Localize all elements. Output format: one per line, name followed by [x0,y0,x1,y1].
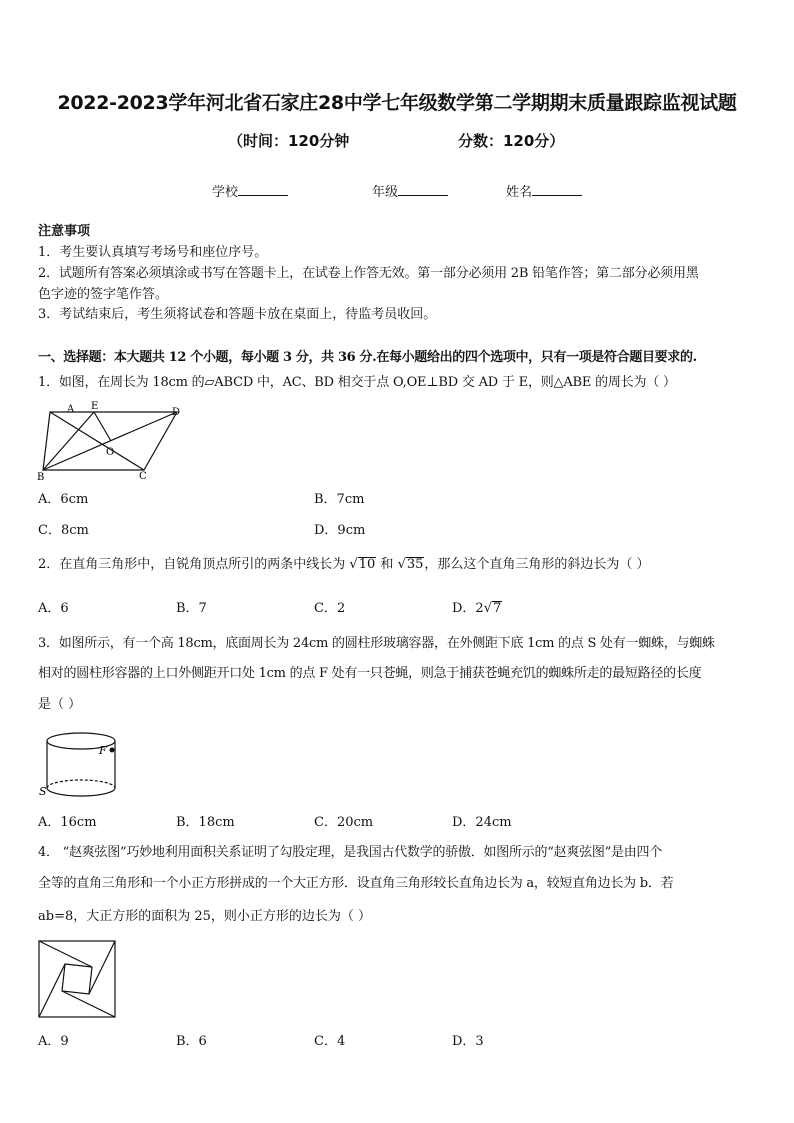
q2-stem-pre: 2．在直角三角形中，自锐角顶点所引的两条中线长为 [38,557,346,572]
q4-option-d: D．3 [452,1034,484,1049]
name-label: 姓名 [506,185,533,200]
notice-item-3: 3．考试结束后，考生须将试卷和答题卡放在桌面上，待监考员收回。 [38,307,437,322]
q3-line-2: 相对的圆柱形容器的上口外侧距开口处 1cm 的点 F 处有一只苍蝇，则急于捕获苍蝇充饥的蜘蛛所走的最短路径的长度 [38,666,702,681]
page-title: 2022-2023学年河北省石家庄28中学七年级数学第二学期期末质量跟踪监视试题 [57,92,737,114]
q2-option-d: D．2√7 [452,601,502,616]
q4-line-1: 4． “赵爽弦图”巧妙地利用面积关系证明了勾股定理，是我国古代数学的骄傲．如图所示的“赵爽弦图”是由四个 [38,845,662,860]
label-A: A [67,404,75,415]
label-B: B [37,472,45,483]
zhao-shuang-figure [37,939,117,1019]
q2-option-d-pre: D．2 [452,601,484,616]
grade-blank [398,183,448,196]
sqrt-35: √35 [397,557,424,572]
q4-option-c: C．4 [314,1034,346,1049]
notice-item-2b: 色字迹的签字笔作答。 [38,287,169,302]
q3-line-1: 3．如图所示，有一个高 18cm，底面周长为 24cm 的圆柱形玻璃容器，在外侧距下底 1cm 的点 S 处有一蜘蛛，与蜘蛛 [38,636,715,651]
section-heading: 一、选择题：本大题共 12 个小题，每小题 3 分，共 36 分.在每小题给出的四个选项中，只有一项是符合题目要求的. [38,350,697,365]
q3-option-b: B．18cm [176,815,235,830]
label-O: O [106,447,115,458]
radicand-35: 35 [406,557,424,572]
q2-option-b: B．7 [176,601,207,616]
q2-stem-mid: 和 [380,557,394,572]
q2-stem [38,555,650,575]
parallelogram-figure [36,400,186,484]
grade-field [372,181,448,200]
q1-option-c: C．8cm [38,523,89,538]
q3-option-d: D．24cm [452,815,512,830]
notice-item-1: 1．考生要认真填写考场号和座位序号。 [38,245,268,260]
label-D: D [172,407,181,418]
label-C: C [139,471,147,482]
q2-stem-post: ，那么这个直角三角形的斜边长为（ ） [424,557,650,572]
q1-option-b: B．7cm [314,492,365,507]
label-E: E [91,401,99,412]
school-blank [238,183,288,196]
label-S: S [39,785,47,798]
label-F: F [99,744,107,757]
q1-option-d: D．9cm [314,523,366,538]
school-field [212,181,288,200]
q3-option-a: A．16cm [38,815,97,830]
q2-option-c: C．2 [314,601,346,616]
school-label: 学校 [212,185,239,200]
radicand-10: 10 [358,557,376,572]
time-label: （时间：120分钟 [228,132,350,150]
name-field [506,181,582,200]
q1-stem: 1．如图，在周长为 18cm 的▱ABCD 中，AC、BD 相交于点 O,OE⊥BD 交 AD 于 E，则△ABE 的周长为（ ） [38,375,676,390]
radicand-7: 7 [493,601,502,616]
point-F [110,748,115,753]
q2-option-a: A．6 [38,601,69,616]
q4-line-2: 全等的直角三角形和一个小正方形拼成的一个大正方形．设直角三角形较长直角边长为 a，较短直角边长为 b．若 [38,876,674,891]
q1-option-a: A．6cm [38,492,89,507]
notice-item-2a: 2．试题所有答案必须填涂或书写在答题卡上，在试卷上作答无效。第一部分必须用 2B 铅笔作答；第二部分必须用黑 [38,266,699,281]
q4-option-a: A．9 [38,1034,69,1049]
q4-option-b: B．6 [176,1034,207,1049]
q4-line-3: ab=8，大正方形的面积为 25，则小正方形的边长为（ ） [38,909,372,924]
grade-label: 年级 [372,185,399,200]
score-label: 分数：120分） [458,132,565,150]
q3-line-3: 是（ ） [38,697,82,712]
notice-heading: 注意事项 [38,224,91,239]
q3-option-c: C．20cm [314,815,374,830]
name-blank [532,183,582,196]
cylinder-figure [36,728,120,800]
sqrt-10: √10 [349,557,376,572]
